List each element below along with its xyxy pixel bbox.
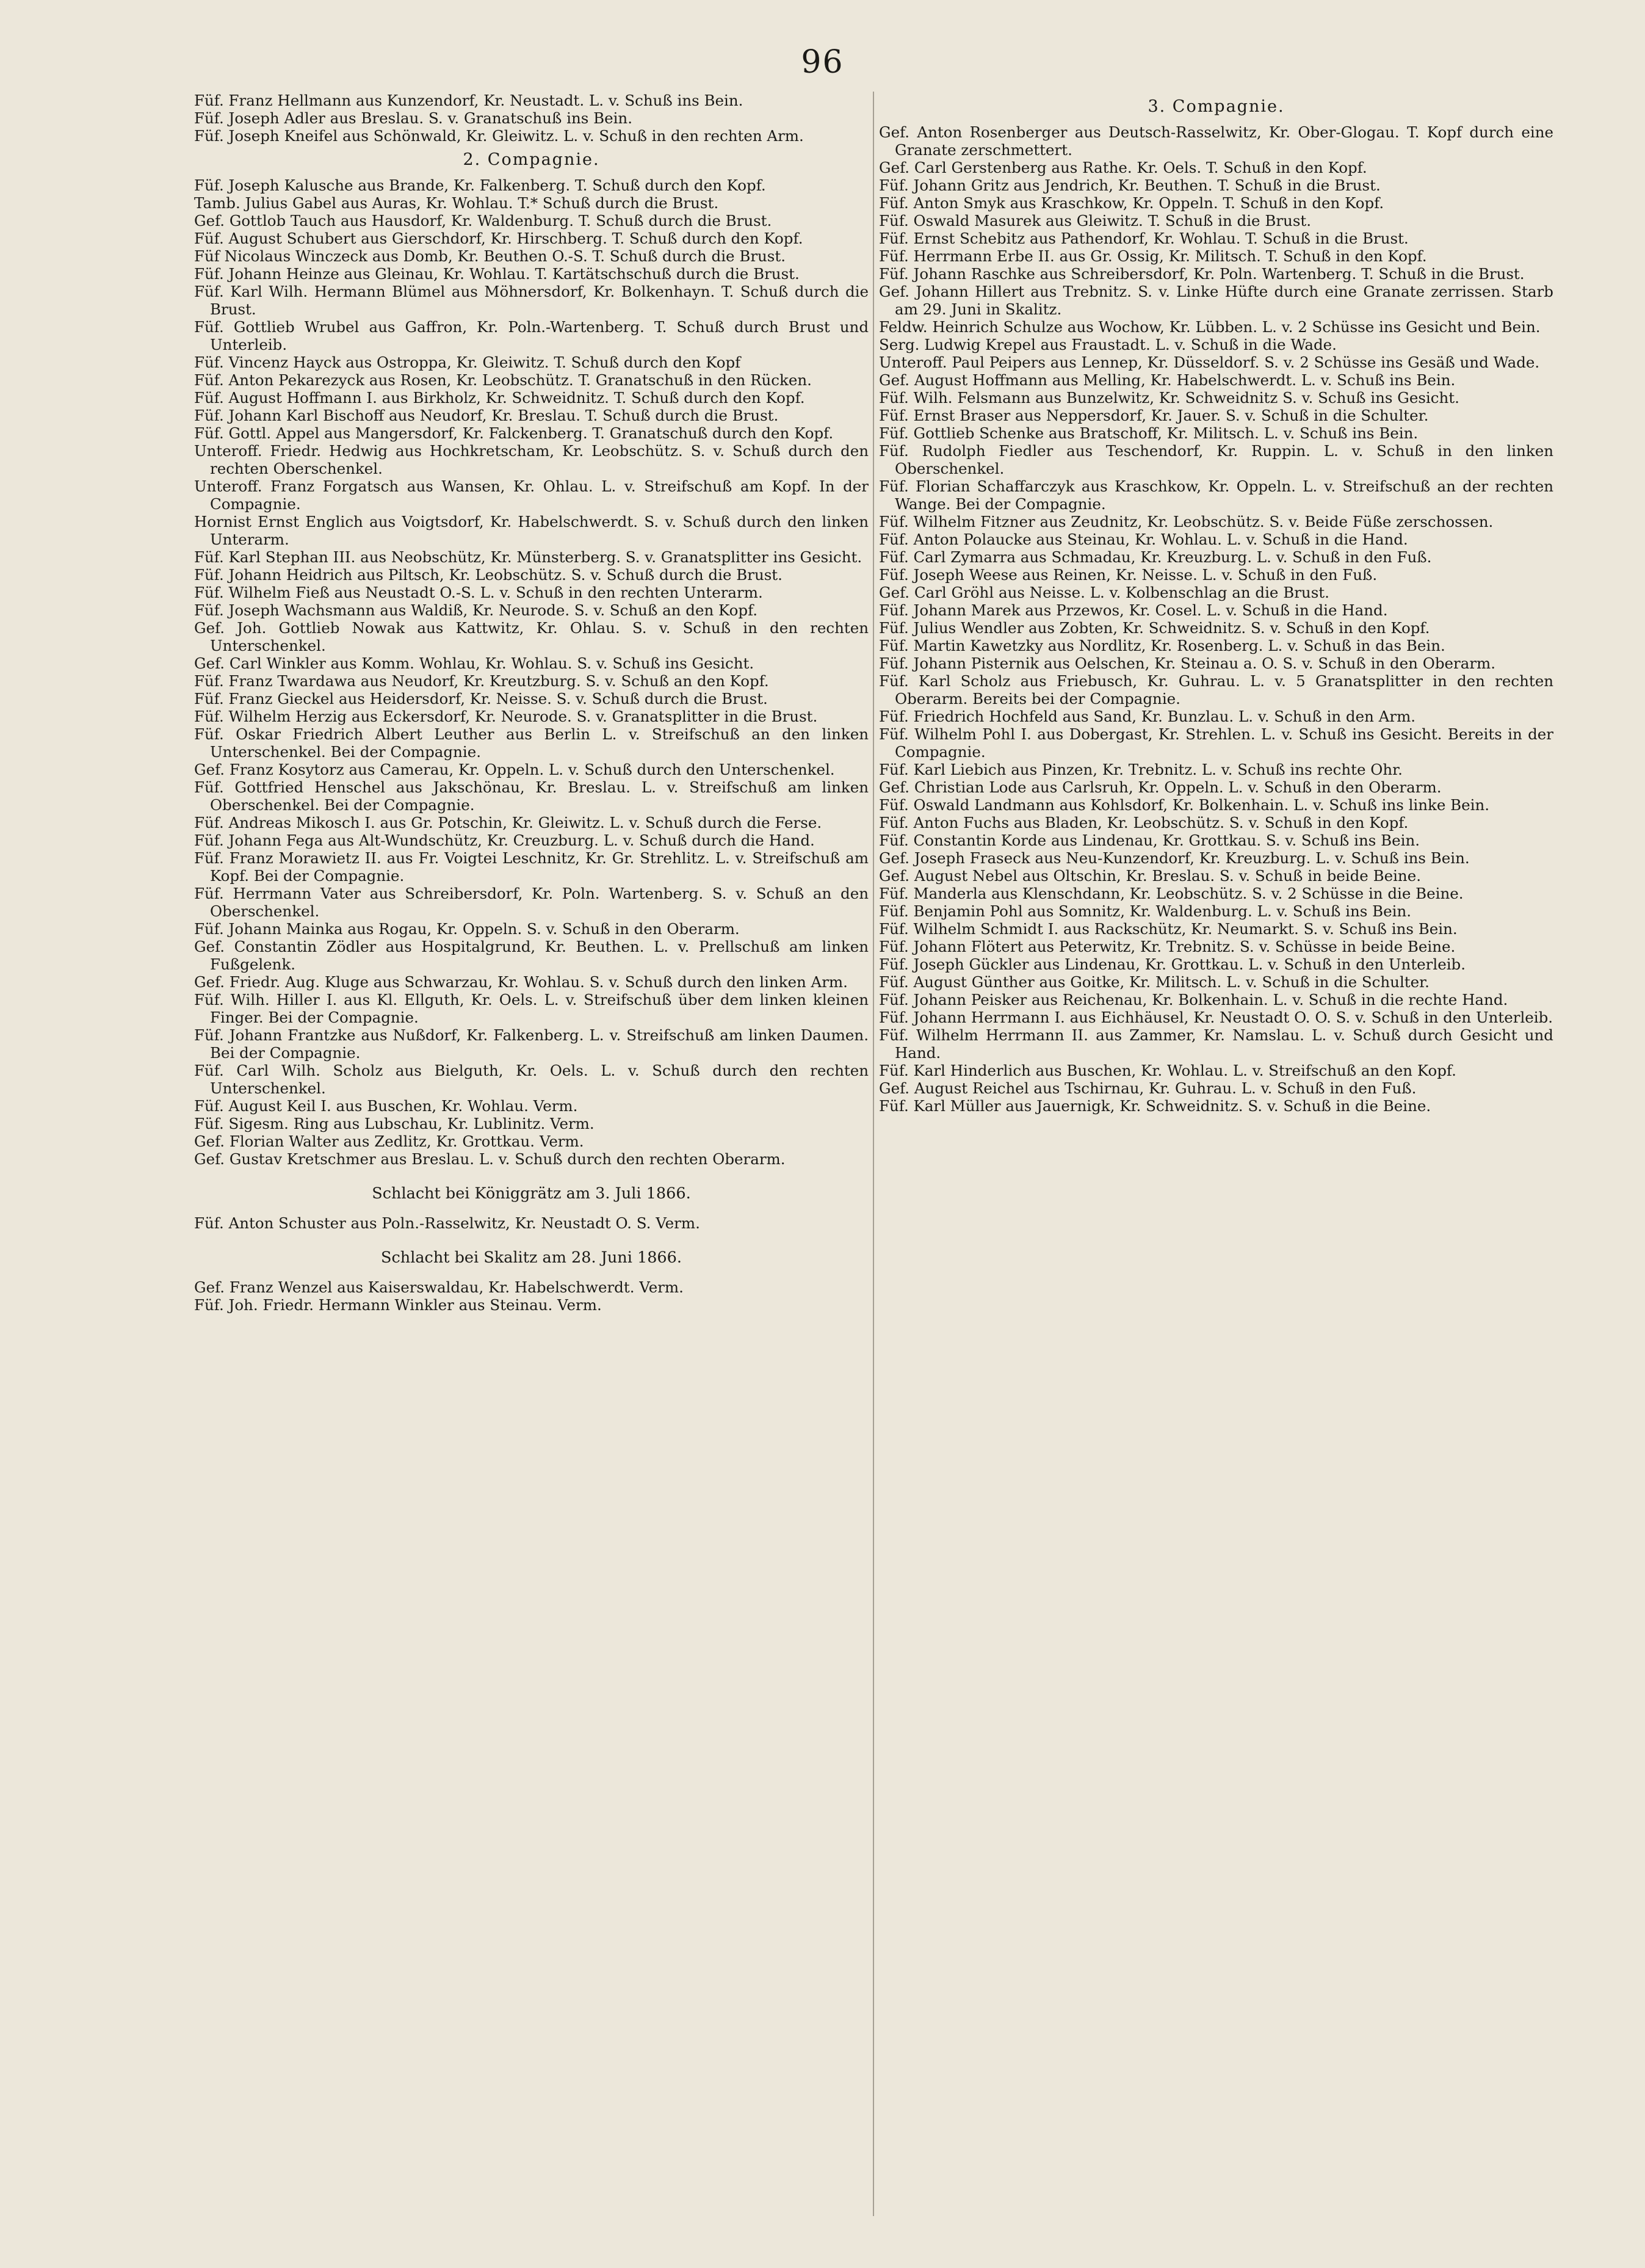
casualty-entry: Füf. Wilhelm Pohl I. aus Dobergast, Kr. Strehlen. L. v. Schuß ins Gesicht. Bereits in der Compagnie. (879, 725, 1553, 761)
casualty-entry: Füf. Johann Frantzke aus Nußdorf, Kr. Falkenberg. L. v. Streifschuß am linken Daumen. Bei der Compagnie. (194, 1026, 869, 1062)
casualty-entry: Füf. Julius Wendler aus Zobten, Kr. Schweidnitz. S. v. Schuß in den Kopf. (879, 619, 1430, 637)
casualty-entry: Füf. Constantin Korde aus Lindenau, Kr. Grottkau. S. v. Schuß ins Bein. (879, 831, 1420, 849)
casualty-entry: Gef. Johann Hillert aus Trebnitz. S. v. Linke Hüfte durch eine Granate zerrissen. Starb am 29. Juni in Skalitz. (879, 283, 1553, 318)
casualty-entry: Füf. Johann Flötert aus Peterwitz, Kr. Trebnitz. S. v. Schüsse in beide Beine. (879, 938, 1456, 955)
casualty-entry: Füf. Johann Marek aus Przewos, Kr. Cosel. L. v. Schuß in die Hand. (879, 601, 1388, 619)
casualty-entry: Füf. Franz Twardawa aus Neudorf, Kr. Kreutzburg. S. v. Schuß an den Kopf. (194, 672, 769, 690)
casualty-entry: Füf. Anton Fuchs aus Bladen, Kr. Leobschütz. S. v. Schuß in den Kopf. (879, 814, 1409, 831)
casualty-entry: Füf. Johann Heinze aus Gleinau, Kr. Wohlau. T. Kartätschschuß durch die Brust. (194, 265, 800, 283)
casualty-entry: Füf. Andreas Mikosch I. aus Gr. Potschin, Kr. Gleiwitz. L. v. Schuß durch die Ferse. (194, 814, 822, 831)
casualty-entry: Füf. Anton Smyk aus Kraschkow, Kr. Oppeln. T. Schuß in den Kopf. (879, 194, 1384, 212)
casualty-entry: Füf. Joseph Weese aus Reinen, Kr. Neisse. L. v. Schuß in den Fuß. (879, 566, 1378, 584)
casualty-entry: Füf. Ernst Schebitz aus Pathendorf, Kr. Wohlau. T. Schuß in die Brust. (879, 230, 1409, 247)
casualty-entry: Füf. Florian Schaffarczyk aus Kraschkow, Kr. Oppeln. L. v. Streifschuß an der rechten Wange. Bei der Compagnie. (879, 477, 1553, 513)
casualty-entry: Füf. Karl Hinderlich aus Buschen, Kr. Wohlau. L. v. Streifschuß an den Kopf. (879, 1062, 1456, 1079)
casualty-entry: Füf. Johann Pisternik aus Oelschen, Kr. Steinau a. O. S. v. Schuß in den Oberarm. (879, 654, 1496, 672)
casualty-entry: Füf. Wilh. Felsmann aus Bunzelwitz, Kr. Schweidnitz S. v. Schuß ins Gesicht. (879, 389, 1459, 407)
casualty-entry: Füf Nicolaus Winczeck aus Domb, Kr. Beuthen O.-S. T. Schuß durch die Brust. (194, 247, 786, 265)
casualty-entry: Gef. Franz Wenzel aus Kaiserswaldau, Kr. Habelschwerdt. Verm. (194, 1278, 684, 1296)
casualty-entry: Unteroff. Paul Peipers aus Lennep, Kr. Düsseldorf. S. v. 2 Schüsse ins Gesäß und Wade. (879, 353, 1540, 371)
casualty-entry: Füf. Johann Karl Bischoff aus Neudorf, Kr. Breslau. T. Schuß durch die Brust. (194, 407, 779, 424)
casualty-entry: Füf. Vincenz Hayck aus Ostroppa, Kr. Gleiwitz. T. Schuß durch den Kopf (194, 353, 741, 371)
casualty-entry: Gef. Gustav Kretschmer aus Breslau. L. v. Schuß durch den rechten Oberarm. (194, 1150, 786, 1168)
casualty-entry: Füf. Sigesm. Ring aus Lubschau, Kr. Lublinitz. Verm. (194, 1115, 595, 1132)
casualty-entry: Füf. Wilhelm Schmidt I. aus Rackschütz, Kr. Neumarkt. S. v. Schuß ins Bein. (879, 920, 1458, 938)
casualty-entry: Füf. Franz Morawietz II. aus Fr. Voigtei Leschnitz, Kr. Gr. Strehlitz. L. v. Streifschuß am Kopf. Bei der Compagnie. (194, 849, 869, 885)
left-column (194, 92, 869, 1314)
casualty-entry: Füf. Oswald Masurek aus Gleiwitz. T. Schuß in die Brust. (879, 212, 1312, 230)
casualty-entry: Füf. Karl Müller aus Jauernigk, Kr. Schweidnitz. S. v. Schuß in die Beine. (879, 1097, 1431, 1115)
casualty-entry: Füf. Karl Wilh. Hermann Blümel aus Möhnersdorf, Kr. Bolkenhayn. T. Schuß durch die Brust. (194, 283, 869, 318)
right-column (879, 92, 1553, 1115)
casualty-entry: Füf. Oskar Friedrich Albert Leuther aus Berlin L. v. Streifschuß an den linken Unterschenkel. Bei der Compagnie. (194, 725, 869, 761)
casualty-entry: Füf. August Schubert aus Gierschdorf, Kr. Hirschberg. T. Schuß durch den Kopf. (194, 230, 803, 247)
casualty-entry: Füf. Herrmann Vater aus Schreibersdorf, Kr. Poln. Wartenberg. S. v. Schuß an den Oberschenkel. (194, 885, 869, 920)
battle-heading: Schlacht bei Skalitz am 28. Juni 1866. (381, 1248, 682, 1267)
casualty-entry: Füf. Herrmann Erbe II. aus Gr. Ossig, Kr. Militsch. T. Schuß in den Kopf. (879, 247, 1427, 265)
casualty-entry: Füf. Rudolph Fiedler aus Teschendorf, Kr. Ruppin. L. v. Schuß in den linken Oberschenkel. (879, 442, 1553, 477)
casualty-entry: Füf. Carl Zymarra aus Schmadau, Kr. Kreuzburg. L. v. Schuß in den Fuß. (879, 548, 1432, 566)
casualty-entry: Gef. Anton Rosenberger aus Deutsch-Rasselwitz, Kr. Ober-Glogau. T. Kopf durch eine Granate zerschmettert. (879, 123, 1553, 159)
casualty-entry: Füf. Joseph Wachsmann aus Waldiß, Kr. Neurode. S. v. Schuß an den Kopf. (194, 601, 758, 619)
casualty-entry: Füf. Joseph Adler aus Breslau. S. v. Granatschuß ins Bein. (194, 109, 632, 127)
casualty-entry: Füf. Franz Gieckel aus Heidersdorf, Kr. Neisse. S. v. Schuß durch die Brust. (194, 690, 768, 708)
casualty-entry: Füf. Karl Scholz aus Friebusch, Kr. Guhrau. L. v. 5 Granatsplitter in den rechten Oberarm. Bereits bei der Compagnie. (879, 672, 1553, 708)
casualty-entry: Tamb. Julius Gabel aus Auras, Kr. Wohlau. T.* Schuß durch die Brust. (194, 194, 719, 212)
casualty-entry: Füf. Joseph Kneifel aus Schönwald, Kr. Gleiwitz. L. v. Schuß in den rechten Arm. (194, 127, 804, 145)
casualty-entry: Füf. Wilhelm Herzig aus Eckersdorf, Kr. Neurode. S. v. Granatsplitter in die Brust. (194, 708, 818, 725)
casualty-entry: Gef. Carl Gerstenberg aus Rathe. Kr. Oels. T. Schuß in den Kopf. (879, 159, 1367, 176)
casualty-entry: Füf. Wilhelm Fieß aus Neustadt O.-S. L. v. Schuß in den rechten Unterarm. (194, 584, 763, 601)
casualty-entry: Füf. Gottlieb Wrubel aus Gaffron, Kr. Poln.-Wartenberg. T. Schuß durch Brust und Unterleib. (194, 318, 869, 353)
casualty-entry: Gef. Franz Kosytorz aus Camerau, Kr. Oppeln. L. v. Schuß durch den Unterschenkel. (194, 761, 835, 778)
casualty-entry: Füf. Benjamin Pohl aus Somnitz, Kr. Waldenburg. L. v. Schuß ins Bein. (879, 902, 1412, 920)
casualty-entry: Füf. August Hoffmann I. aus Birkholz, Kr. Schweidnitz. T. Schuß durch den Kopf. (194, 389, 805, 407)
casualty-entry: Füf. Johann Raschke aus Schreibersdorf, Kr. Poln. Wartenberg. T. Schuß in die Brust. (879, 265, 1525, 283)
casualty-entry: Gef. Constantin Zödler aus Hospitalgrund, Kr. Beuthen. L. v. Prellschuß am linken Fußgelenk. (194, 938, 869, 973)
casualty-entry: Füf. Anton Pekarezyck aus Rosen, Kr. Leobschütz. T. Granatschuß in den Rücken. (194, 371, 812, 389)
casualty-entry: Füf. Johann Fega aus Alt-Wundschütz, Kr. Creuzburg. L. v. Schuß durch die Hand. (194, 831, 815, 849)
casualty-entry: Füf. Johann Herrmann I. aus Eichhäusel, Kr. Neustadt O. O. S. v. Schuß in den Unterleib. (879, 1009, 1553, 1026)
casualty-entry: Füf. Gottl. Appel aus Mangersdorf, Kr. Falckenberg. T. Granatschuß durch den Kopf. (194, 424, 834, 442)
page-number: 96 (801, 44, 844, 81)
casualty-entry: Füf. August Keil I. aus Buschen, Kr. Wohlau. Verm. (194, 1097, 578, 1115)
battle-heading: Schlacht bei Königgrätz am 3. Juli 1866. (372, 1184, 691, 1203)
casualty-entry: Füf. Wilh. Hiller I. aus Kl. Ellguth, Kr. Oels. L. v. Streifschuß über dem linken kleinen Finger. Bei der Compagnie. (194, 991, 869, 1026)
casualty-entry: Füf. August Günther aus Goitke, Kr. Militsch. L. v. Schuß in die Schulter. (879, 973, 1430, 991)
casualty-entry: Füf. Wilhelm Fitzner aus Zeudnitz, Kr. Leobschütz. S. v. Beide Füße zerschossen. (879, 513, 1494, 531)
casualty-entry: Füf. Karl Liebich aus Pinzen, Kr. Trebnitz. L. v. Schuß ins rechte Ohr. (879, 761, 1403, 778)
casualty-entry: Füf. Martin Kawetzky aus Nordlitz, Kr. Rosenberg. L. v. Schuß in das Bein. (879, 637, 1445, 654)
casualty-entry: Füf. Joseph Kalusche aus Brande, Kr. Falkenberg. T. Schuß durch den Kopf. (194, 176, 766, 194)
casualty-entry: Gef. Friedr. Aug. Kluge aus Schwarzau, Kr. Wohlau. S. v. Schuß durch den linken Arm. (194, 973, 848, 991)
casualty-entry: Füf. Franz Hellmann aus Kunzendorf, Kr. Neustadt. L. v. Schuß ins Bein. (194, 92, 743, 109)
casualty-entry: Feldw. Heinrich Schulze aus Wochow, Kr. Lübben. L. v. 2 Schüsse ins Gesicht und Bein. (879, 318, 1541, 336)
casualty-entry: Füf. Joseph Gückler aus Lindenau, Kr. Grottkau. L. v. Schuß in den Unterleib. (879, 955, 1466, 973)
casualty-entry: Gef. Joh. Gottlieb Nowak aus Kattwitz, Kr. Ohlau. S. v. Schuß in den rechten Unterschenkel. (194, 619, 869, 654)
casualty-entry: Füf. Oswald Landmann aus Kohlsdorf, Kr. Bolkenhain. L. v. Schuß ins linke Bein. (879, 796, 1490, 814)
casualty-entry: Gef. August Hoffmann aus Melling, Kr. Habelschwerdt. L. v. Schuß ins Bein. (879, 371, 1456, 389)
casualty-entry: Gef. Carl Gröhl aus Neisse. L. v. Kolbenschlag an die Brust. (879, 584, 1329, 601)
casualty-entry: Füf. Manderla aus Klenschdann, Kr. Leobschütz. S. v. 2 Schüsse in die Beine. (879, 885, 1464, 902)
casualty-entry: Hornist Ernst Englich aus Voigtsdorf, Kr. Habelschwerdt. S. v. Schuß durch den linken Unterarm. (194, 513, 869, 548)
casualty-entry: Füf. Carl Wilh. Scholz aus Bielguth, Kr. Oels. L. v. Schuß durch den rechten Unterschenkel. (194, 1062, 869, 1097)
casualty-entry: Füf. Joh. Friedr. Hermann Winkler aus Steinau. Verm. (194, 1296, 602, 1314)
casualty-entry: Füf. Johann Mainka aus Rogau, Kr. Oppeln. S. v. Schuß in den Oberarm. (194, 920, 740, 938)
casualty-entry: Füf. Ernst Braser aus Neppersdorf, Kr. Jauer. S. v. Schuß in die Schulter. (879, 407, 1429, 424)
casualty-entry: Serg. Ludwig Krepel aus Fraustadt. L. v. Schuß in die Wade. (879, 336, 1337, 353)
casualty-entry: Gef. Christian Lode aus Carlsruh, Kr. Oppeln. L. v. Schuß in den Oberarm. (879, 778, 1442, 796)
casualty-entry: Füf. Johann Heidrich aus Piltsch, Kr. Leobschütz. S. v. Schuß durch die Brust. (194, 566, 783, 584)
company-heading: 3. Compagnie. (1148, 97, 1285, 116)
casualty-entry: Gef. Carl Winkler aus Komm. Wohlau, Kr. Wohlau. S. v. Schuß ins Gesicht. (194, 654, 754, 672)
casualty-entry: Füf. Gottfried Henschel aus Jakschönau, Kr. Breslau. L. v. Streifschuß am linken Oberschenkel. Bei der Compagnie. (194, 778, 869, 814)
casualty-entry: Füf. Karl Stephan III. aus Neobschütz, Kr. Münsterberg. S. v. Granatsplitter ins Gesicht. (194, 548, 862, 566)
casualty-entry: Gef. August Reichel aus Tschirnau, Kr. Guhrau. L. v. Schuß in den Fuß. (879, 1079, 1417, 1097)
casualty-entry: Füf. Johann Gritz aus Jendrich, Kr. Beuthen. T. Schuß in die Brust. (879, 176, 1381, 194)
casualty-entry: Gef. August Nebel aus Oltschin, Kr. Breslau. S. v. Schuß in beide Beine. (879, 867, 1421, 885)
column-divider (873, 92, 874, 2216)
company-heading: 2. Compagnie. (463, 150, 600, 169)
casualty-entry: Füf. Anton Schuster aus Poln.-Rasselwitz, Kr. Neustadt O. S. Verm. (194, 1214, 700, 1232)
casualty-entry: Gef. Joseph Fraseck aus Neu-Kunzendorf, Kr. Kreuzburg. L. v. Schuß ins Bein. (879, 849, 1470, 867)
casualty-entry: Gef. Gottlob Tauch aus Hausdorf, Kr. Waldenburg. T. Schuß durch die Brust. (194, 212, 772, 230)
casualty-entry: Füf. Anton Polaucke aus Steinau, Kr. Wohlau. L. v. Schuß in die Hand. (879, 531, 1408, 548)
casualty-entry: Unteroff. Franz Forgatsch aus Wansen, Kr. Ohlau. L. v. Streifschuß am Kopf. In der Compagnie. (194, 477, 869, 513)
casualty-entry: Füf. Gottlieb Schenke aus Bratschoff, Kr. Militsch. L. v. Schuß ins Bein. (879, 424, 1419, 442)
casualty-entry: Gef. Florian Walter aus Zedlitz, Kr. Grottkau. Verm. (194, 1132, 584, 1150)
casualty-entry: Füf. Wilhelm Herrmann II. aus Zammer, Kr. Namslau. L. v. Schuß durch Gesicht und Hand. (879, 1026, 1553, 1062)
casualty-entry: Unteroff. Friedr. Hedwig aus Hochkretscham, Kr. Leobschütz. S. v. Schuß durch den rechten Oberschenkel. (194, 442, 869, 477)
casualty-entry: Füf. Friedrich Hochfeld aus Sand, Kr. Bunzlau. L. v. Schuß in den Arm. (879, 708, 1416, 725)
casualty-entry: Füf. Johann Peisker aus Reichenau, Kr. Bolkenhain. L. v. Schuß in die rechte Hand. (879, 991, 1508, 1009)
